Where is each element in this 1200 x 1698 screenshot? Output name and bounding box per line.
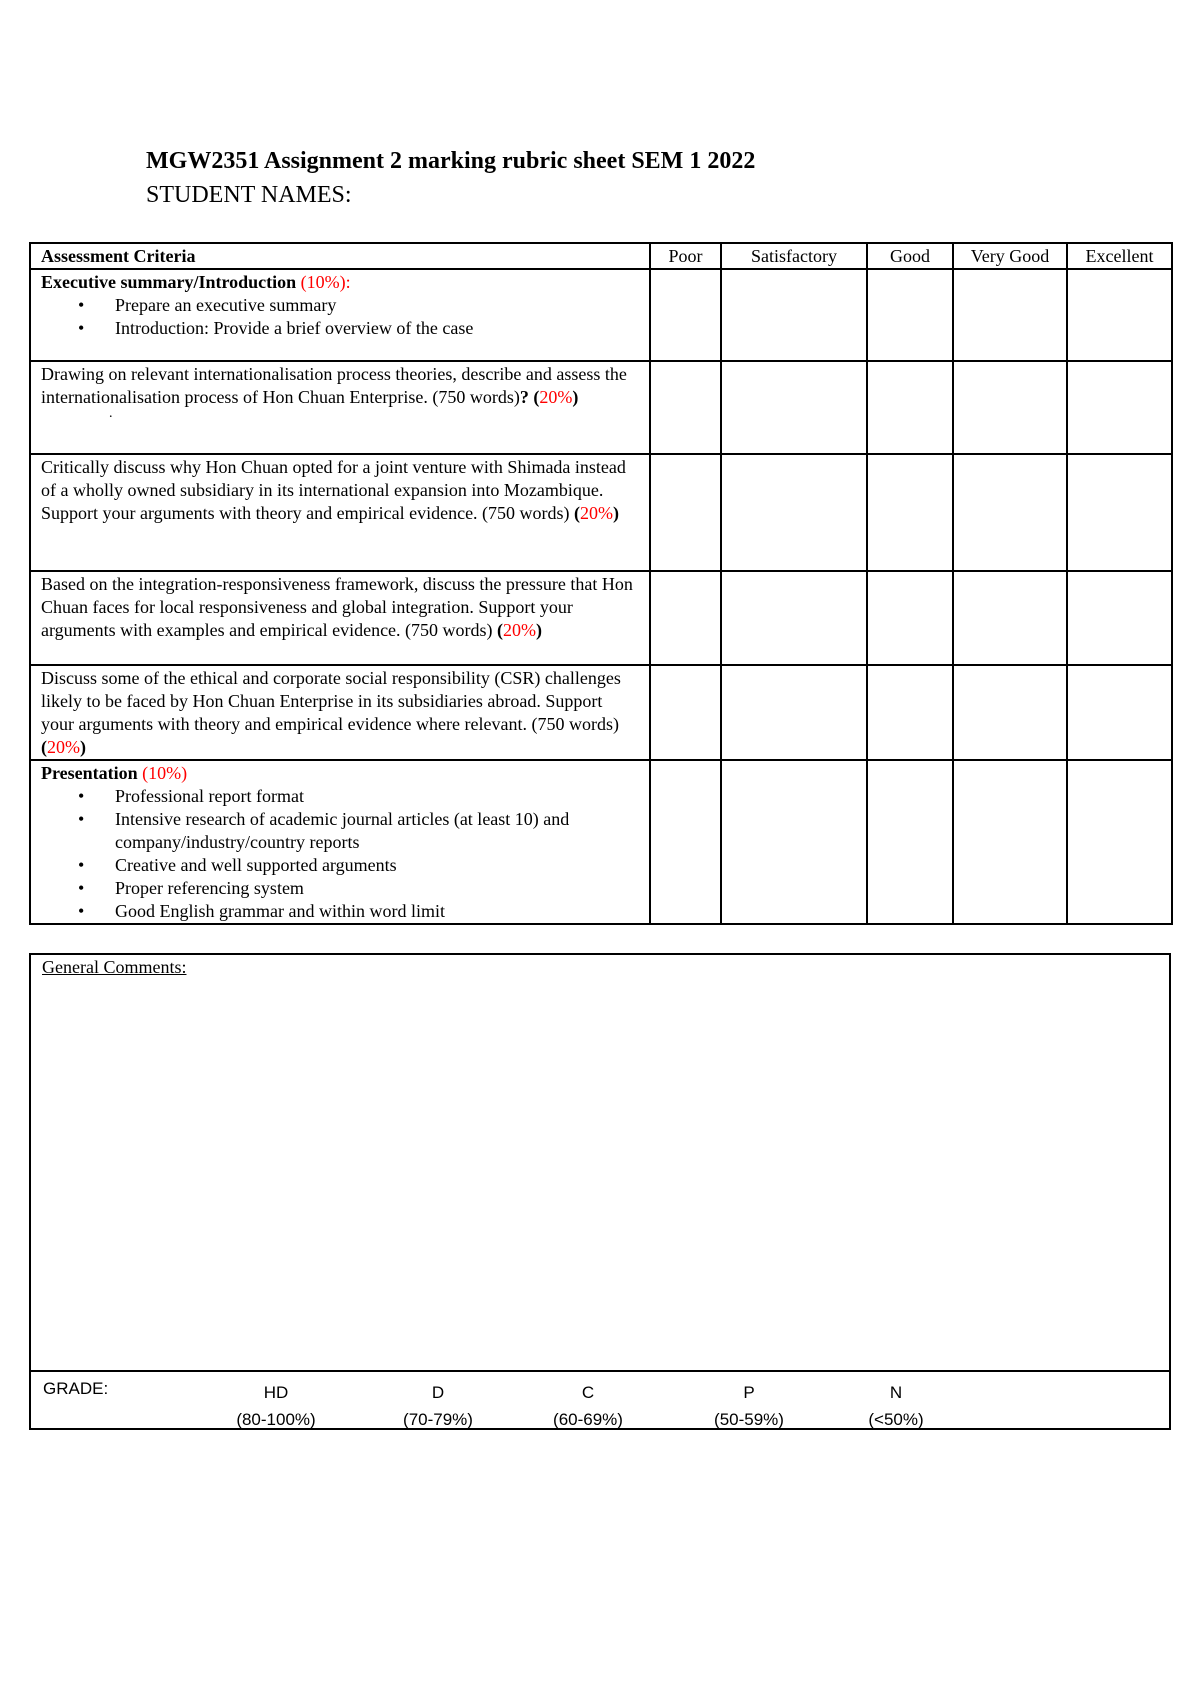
rubric-row-internationalisation-process: [30, 361, 1172, 454]
rubric-header-row: [30, 243, 1172, 269]
grade-range: (<50%): [868, 1410, 924, 1429]
score-cell-satisfactory[interactable]: [721, 361, 867, 454]
grade-range: (60-69%): [553, 1410, 623, 1429]
criteria-text: Discuss some of the ethical and corporate social responsibility (CSR) challenges likely to be faced by Hon Chuan Enterprise in its subsidiaries abroad. Support your arguments with theory and empirical evidence where relevant. (750 words): [41, 668, 621, 734]
criteria-bullet-list: [41, 294, 639, 340]
criteria-weight: 20%: [47, 737, 80, 757]
score-cell-poor[interactable]: [650, 760, 721, 924]
score-cell-poor[interactable]: [650, 361, 721, 454]
criteria-text: Based on the integration-responsiveness framework, discuss the pressure that Hon Chuan faces for local responsiveness and global integration. Support your arguments with examples and empirical evidence. (750 words): [41, 574, 633, 640]
score-cell-very-good[interactable]: [953, 665, 1067, 760]
list-item: • Introduction: Provide a brief overview of the case: [115, 317, 639, 340]
score-cell-very-good[interactable]: [953, 361, 1067, 454]
score-cell-satisfactory[interactable]: [721, 760, 867, 924]
rubric-row-joint-venture: [30, 454, 1172, 571]
grade-band-c: [538, 1379, 638, 1433]
criteria-cell: [30, 269, 650, 361]
criteria-cell: [30, 361, 650, 454]
grade-range: (80-100%): [236, 1410, 316, 1429]
grade-code: HD: [263, 1383, 289, 1402]
score-cell-very-good[interactable]: [953, 760, 1067, 924]
grade-code: P: [743, 1383, 755, 1402]
criteria-cell: [30, 665, 650, 760]
criteria-heading: Presentation: [41, 763, 138, 783]
grade-code: D: [431, 1383, 445, 1402]
criteria-weight-open: (: [41, 737, 47, 757]
score-cell-poor[interactable]: [650, 665, 721, 760]
score-cell-very-good[interactable]: [953, 269, 1067, 361]
criteria-bullet-list: [41, 785, 639, 923]
general-comments-box[interactable]: [29, 953, 1171, 1370]
grade-range: (50-59%): [714, 1410, 784, 1429]
grade-code: C: [581, 1383, 595, 1402]
list-item: • Proper referencing system: [115, 877, 639, 900]
header-assessment-criteria: Assessment Criteria: [30, 243, 650, 269]
criteria-cell: [30, 454, 650, 571]
grade-band-hd: [226, 1379, 326, 1433]
rubric-row-presentation: [30, 760, 1172, 924]
list-item: • Good English grammar and within word limit: [115, 900, 639, 923]
score-cell-poor[interactable]: [650, 571, 721, 665]
general-comments-label: General Comments:: [42, 957, 187, 977]
score-cell-good[interactable]: [867, 269, 953, 361]
score-cell-poor[interactable]: [650, 269, 721, 361]
criteria-weight: 20%: [580, 503, 614, 523]
criteria-weight-close: ): [613, 503, 620, 523]
criteria-cell: [30, 760, 650, 924]
score-cell-excellent[interactable]: [1067, 454, 1172, 571]
list-item: • Intensive research of academic journal articles (at least 10) and company/industry/country reports: [115, 808, 639, 854]
rubric-row-ethics-csr: [30, 665, 1172, 760]
grade-label: GRADE:: [43, 1379, 109, 1398]
grade-scale: [29, 1370, 1171, 1430]
student-names-label: STUDENT NAMES:: [146, 182, 352, 208]
criteria-cell: [30, 571, 650, 665]
criteria-question-mark: ? (: [519, 387, 540, 407]
grade-band-d: [393, 1379, 483, 1433]
score-cell-satisfactory[interactable]: [721, 269, 867, 361]
rubric-table: [29, 242, 1173, 925]
header-very-good: Very Good: [953, 243, 1067, 269]
grade-code: N: [889, 1383, 903, 1402]
grade-band-n: [851, 1379, 941, 1433]
score-cell-satisfactory[interactable]: [721, 454, 867, 571]
grade-range: (70-79%): [403, 1410, 473, 1429]
rubric-row-integration-responsiveness: [30, 571, 1172, 665]
rubric-row-executive-summary: [30, 269, 1172, 361]
score-cell-excellent[interactable]: [1067, 760, 1172, 924]
header-poor: Poor: [650, 243, 721, 269]
trailing-period: .: [109, 406, 113, 421]
score-cell-excellent[interactable]: [1067, 665, 1172, 760]
criteria-text: Drawing on relevant internationalisation process theories, describe and assess the internationalisation process of Hon Chuan Enterprise. (750 words): [41, 364, 627, 407]
score-cell-good[interactable]: [867, 665, 953, 760]
score-cell-very-good[interactable]: [953, 454, 1067, 571]
criteria-weight-close: ): [80, 737, 86, 757]
criteria-weight: (10%):: [296, 272, 351, 292]
header-satisfactory: Satisfactory: [721, 243, 867, 269]
score-cell-excellent[interactable]: [1067, 269, 1172, 361]
score-cell-very-good[interactable]: [953, 571, 1067, 665]
score-cell-good[interactable]: [867, 760, 953, 924]
criteria-weight: 20%: [539, 387, 573, 407]
criteria-weight-open: (: [574, 503, 581, 523]
list-item: • Prepare an executive summary: [115, 294, 639, 317]
score-cell-satisfactory[interactable]: [721, 571, 867, 665]
list-item: • Professional report format: [115, 785, 639, 808]
criteria-weight-close: ): [536, 620, 543, 640]
grade-band-p: [699, 1379, 799, 1433]
criteria-weight: 20%: [503, 620, 537, 640]
criteria-weight-close: ): [572, 387, 579, 407]
score-cell-good[interactable]: [867, 454, 953, 571]
criteria-text: Critically discuss why Hon Chuan opted for a joint venture with Shimada instead of a wholly owned subsidiary in its international expansion into Mozambique. Support your arguments with theory and empirical evidence. (750 words): [41, 457, 626, 523]
score-cell-good[interactable]: [867, 571, 953, 665]
header-excellent: Excellent: [1067, 243, 1172, 269]
header-good: Good: [867, 243, 953, 269]
score-cell-excellent[interactable]: [1067, 571, 1172, 665]
criteria-heading: Executive summary/Introduction: [41, 272, 297, 292]
score-cell-satisfactory[interactable]: [721, 665, 867, 760]
score-cell-good[interactable]: [867, 361, 953, 454]
list-item: • Creative and well supported arguments: [115, 854, 639, 877]
criteria-weight: (10%): [137, 763, 188, 783]
score-cell-excellent[interactable]: [1067, 361, 1172, 454]
document-title: MGW2351 Assignment 2 marking rubric sheet SEM 1 2022: [146, 148, 756, 174]
score-cell-poor[interactable]: [650, 454, 721, 571]
criteria-weight-open: (: [497, 620, 504, 640]
